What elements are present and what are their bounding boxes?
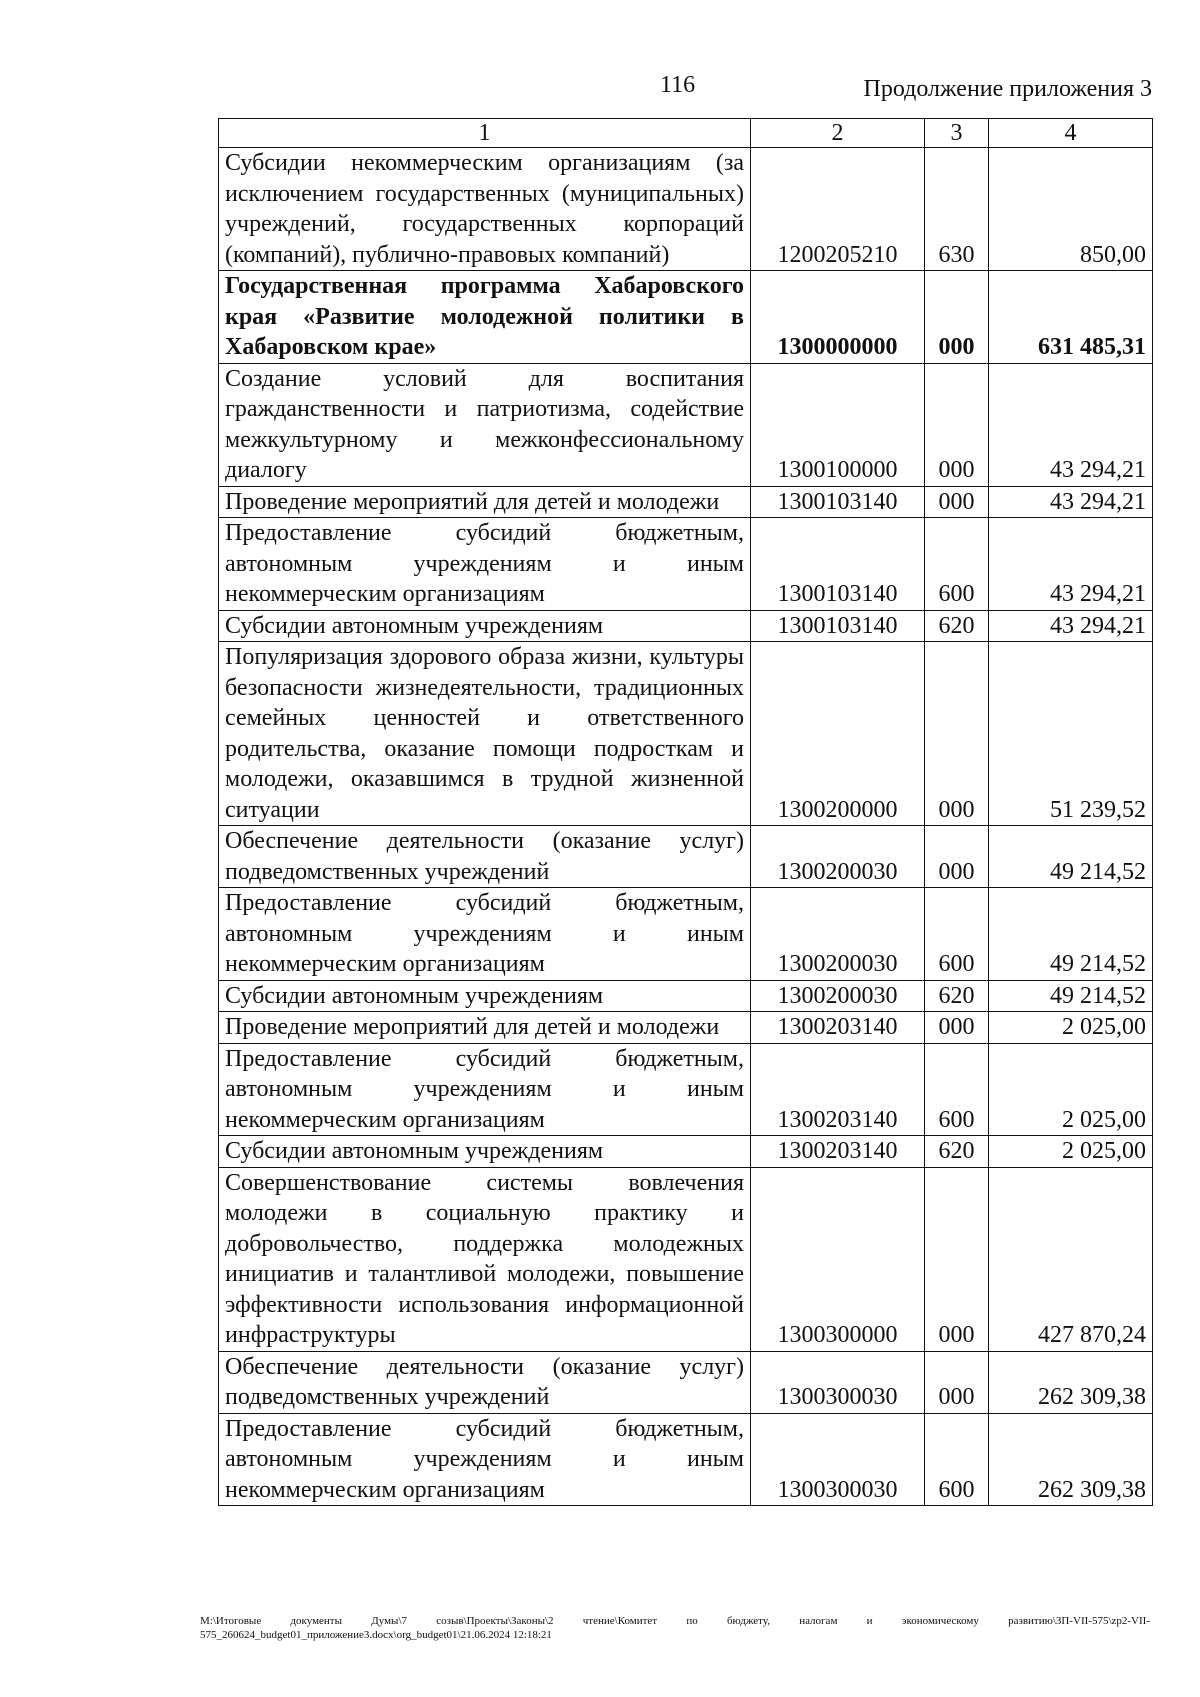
row-amount: 262 309,38 [989,1413,1153,1506]
row-code: 1300203140 [751,1012,925,1044]
row-type: 600 [925,1413,989,1506]
row-type: 000 [925,1351,989,1413]
row-amount: 2 025,00 [989,1012,1153,1044]
row-code: 1300200000 [751,642,925,826]
table-body [219,148,1153,1506]
row-amount: 631 485,31 [989,271,1153,364]
table-row [219,1012,1153,1044]
row-code: 1300300030 [751,1351,925,1413]
row-type: 000 [925,1167,989,1351]
table-header-row [219,119,1153,148]
row-amount: 2 025,00 [989,1043,1153,1136]
row-type: 620 [925,1136,989,1168]
row-amount: 2 025,00 [989,1136,1153,1168]
row-name: Обеспечение деятельности (оказание услуг) подведомственных учреждений [219,826,751,888]
row-name: Субсидии автономным учреждениям [219,610,751,642]
row-name: Предоставление субсидий бюджетным, автономным учреждениям и иным некоммерческим организациям [219,518,751,611]
row-type: 000 [925,486,989,518]
row-type: 000 [925,271,989,364]
row-type: 000 [925,1012,989,1044]
row-type: 630 [925,148,989,271]
table-row [219,888,1153,981]
row-name: Предоставление субсидий бюджетным, автономным учреждениям и иным некоммерческим организациям [219,888,751,981]
row-code: 1300203140 [751,1136,925,1168]
page-number: 116 [660,72,696,98]
row-code: 1300300000 [751,1167,925,1351]
row-amount: 51 239,52 [989,642,1153,826]
table-row [219,363,1153,486]
table-row [219,486,1153,518]
row-name: Популяризация здорового образа жизни, культуры безопасности жизнедеятельности, традиционных семейных ценностей и ответственного родительства, оказание помощи подросткам и молодежи, оказавшимся в трудной жизненной ситуации [219,642,751,826]
table-row [219,610,1153,642]
table-row [219,1413,1153,1506]
table-row [219,980,1153,1012]
row-name: Субсидии автономным учреждениям [219,980,751,1012]
row-code: 1300100000 [751,363,925,486]
row-code: 1200205210 [751,148,925,271]
row-code: 1300103140 [751,518,925,611]
table-row [219,148,1153,271]
row-type: 000 [925,826,989,888]
table-row [219,271,1153,364]
row-code: 1300103140 [751,486,925,518]
row-amount: 43 294,21 [989,486,1153,518]
continuation-label: Продолжение приложения 3 [863,76,1152,102]
table-row [219,1167,1153,1351]
table-row [219,518,1153,611]
row-code: 1300200030 [751,826,925,888]
column-header: 1 [219,119,751,148]
row-name: Государственная программа Хабаровского края «Развитие молодежной политики в Хабаровском крае» [219,271,751,364]
footer-file-path: M:\Итоговые документы Думы\7 созыв\Проекты\Законы\2 чтение\Комитет по бюджету, налогам и экономическому развитию\ЗП-VII-575\zp2-VII-575_260624_budget01_приложение3.docx\org_budget01\21.06.2024 12:18:21 [200,1615,1150,1641]
row-type: 620 [925,980,989,1012]
row-amount: 43 294,21 [989,518,1153,611]
row-amount: 43 294,21 [989,363,1153,486]
table-row [219,1043,1153,1136]
table-row [219,826,1153,888]
row-code: 1300300030 [751,1413,925,1506]
row-name: Проведение мероприятий для детей и молодежи [219,1012,751,1044]
row-type: 000 [925,363,989,486]
row-name: Создание условий для воспитания гражданственности и патриотизма, содействие межкультурному и межконфессиональному диалогу [219,363,751,486]
row-code: 1300203140 [751,1043,925,1136]
row-amount: 850,00 [989,148,1153,271]
row-amount: 43 294,21 [989,610,1153,642]
column-header: 3 [925,119,989,148]
row-name: Субсидии некоммерческим организациям (за исключением государственных (муниципальных) учреждений, государственных корпораций (компаний), публично-правовых компаний) [219,148,751,271]
budget-table [218,118,1153,1506]
row-amount: 262 309,38 [989,1351,1153,1413]
row-code: 1300000000 [751,271,925,364]
row-type: 600 [925,518,989,611]
row-code: 1300200030 [751,888,925,981]
row-amount: 49 214,52 [989,980,1153,1012]
row-type: 600 [925,888,989,981]
row-name: Проведение мероприятий для детей и молодежи [219,486,751,518]
row-name: Совершенствование системы вовлечения молодежи в социальную практику и добровольчество, поддержка молодежных инициатив и талантливой молодежи, повышение эффективности использования информационной инфраструктуры [219,1167,751,1351]
row-type: 620 [925,610,989,642]
table-row [219,1351,1153,1413]
row-type: 600 [925,1043,989,1136]
row-code: 1300200030 [751,980,925,1012]
row-amount: 49 214,52 [989,826,1153,888]
column-header: 4 [989,119,1153,148]
row-code: 1300103140 [751,610,925,642]
row-name: Обеспечение деятельности (оказание услуг) подведомственных учреждений [219,1351,751,1413]
row-type: 000 [925,642,989,826]
table-row [219,1136,1153,1168]
column-header: 2 [751,119,925,148]
row-amount: 49 214,52 [989,888,1153,981]
row-amount: 427 870,24 [989,1167,1153,1351]
row-name: Субсидии автономным учреждениям [219,1136,751,1168]
row-name: Предоставление субсидий бюджетным, автономным учреждениям и иным некоммерческим организациям [219,1413,751,1506]
table-row [219,642,1153,826]
row-name: Предоставление субсидий бюджетным, автономным учреждениям и иным некоммерческим организациям [219,1043,751,1136]
